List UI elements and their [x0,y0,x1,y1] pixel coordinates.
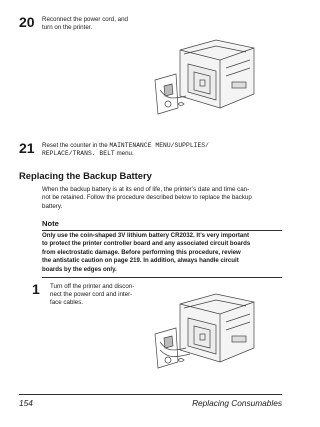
step-20-number: 20 [19,14,35,30]
note-line: from electrostatic damage. Before performing this procedure, review [42,248,241,256]
printer-power-cord-illustration [150,38,260,126]
step-21-suffix: menu. [114,150,134,158]
step-1-number: 1 [32,281,40,297]
note-text [42,232,250,274]
step-1-line: face cables. [50,299,84,307]
section-paragraph-line: battery. [42,202,63,210]
section-paragraph-line: not be retained. Follow the procedure described below to replace the backup [42,194,252,202]
step-21-text [42,142,209,158]
step-1-line: Turn off the printer and discon- [50,283,135,290]
section-paragraph-line: When the backup battery is at its end of life, the printer’s date and time can- [42,186,250,193]
section-paragraph [42,186,252,211]
step-1-text [50,283,134,308]
note-top-rule [42,230,282,231]
footer-rule [19,394,282,395]
chapter-title: Replacing Consumables [192,398,282,408]
printer-disconnect-cables-illustration [150,292,260,380]
note-bottom-rule [42,277,282,278]
note-line: to protect the printer controller board and any associated circuit boards [42,240,251,248]
step-20-line-2: turn on the printer. [42,24,93,32]
step-1-line: nect the power cord and inter- [50,291,133,299]
note-line: the antistatic caution on page 219. In addition, always handle circuit [42,257,239,265]
step-21-menu-path-2: REPLACE/TRANS. BELT [42,150,115,158]
step-21-number: 21 [19,140,35,156]
note-line: Only use the coin-shaped 3V lithium battery CR2032. It’s very important [42,232,250,239]
step-20-text [42,16,128,32]
section-title: Replacing the Backup Battery [19,170,152,181]
note-label: Note [42,219,59,228]
step-21-menu-path-1: MAINTENANCE MENU/SUPPLIES/ [109,142,209,149]
note-line: boards by the edges only. [42,265,117,273]
step-20-line-1: Reconnect the power cord, and [42,16,128,23]
step-21-prefix: Reset the counter in the [42,142,110,149]
page-number: 154 [19,398,33,408]
